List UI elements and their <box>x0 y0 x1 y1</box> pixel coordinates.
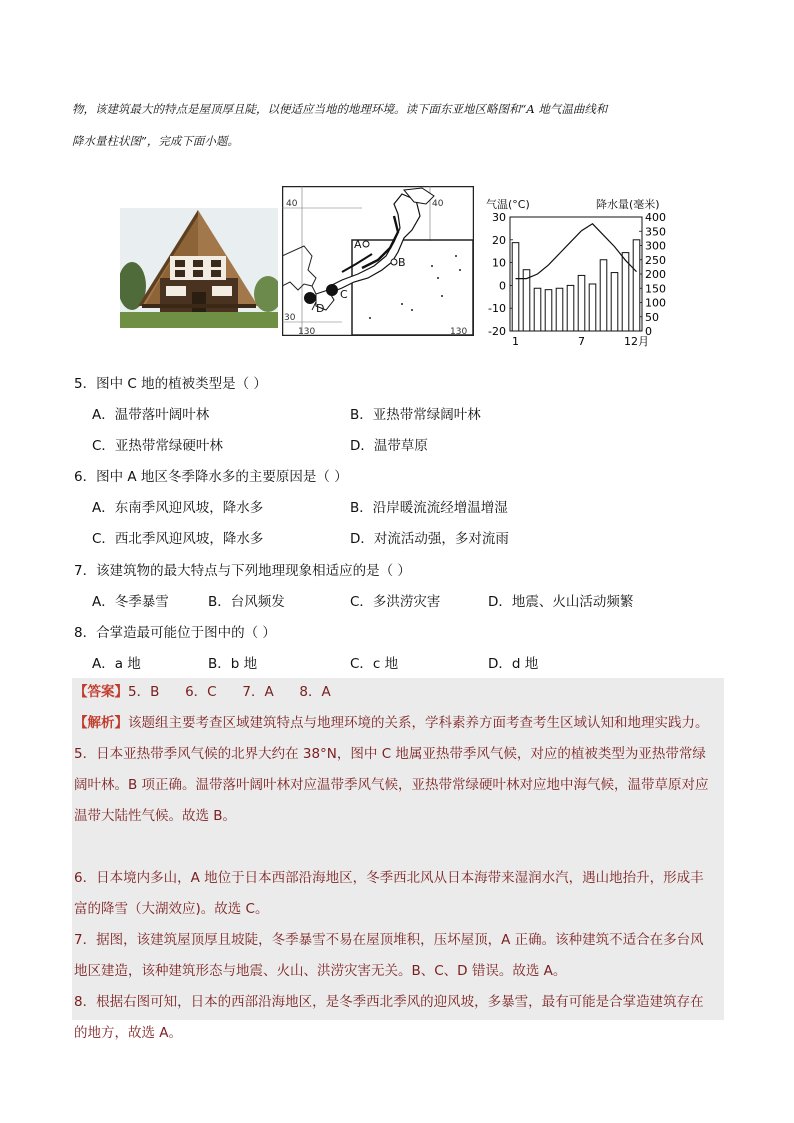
question-7-option-d: D．地震、火山活动频繁 <box>488 594 634 610</box>
map-lat-top: 40 <box>286 199 298 209</box>
question-6-stem: 6．图中 A 地区冬季降水多的主要原因是（ ） <box>74 469 348 485</box>
intro-line-1: 物，该建筑最大的特点是屋顶厚且陡，以便适应当地的地理环境。读下面东亚地区略图和“A 地气温曲线和 <box>72 102 608 116</box>
question-5-stem: 5．图中 C 地的植被类型是（ ） <box>74 376 267 392</box>
precip-bar <box>512 243 519 331</box>
precip-bar <box>567 285 574 331</box>
map-lat-mid: 40 <box>432 199 444 209</box>
analysis-5-line-1: 5．日本亚热带季风气候的北界大约在 38°N，图中 C 地属亚热带季风气候，对应的植被类型为亚热带常绿 <box>74 746 706 762</box>
question-5-option-c: C．亚热带常绿硬叶林 <box>92 438 223 454</box>
precip-tick-label: 250 <box>645 253 666 267</box>
month-tick-label: 7 <box>578 335 585 348</box>
question-7-option-c: C．多洪涝灾害 <box>350 594 441 610</box>
precip-tick-label: 300 <box>645 239 666 253</box>
question-8-option-a: A．a 地 <box>92 656 141 672</box>
precip-bar <box>556 288 563 331</box>
temp-tick-label: -10 <box>488 302 506 316</box>
map-lon-right: 130 <box>450 327 468 336</box>
precip-bar <box>600 260 607 331</box>
analysis-7-line-1: 7．据图，该建筑屋顶厚且坡陡，冬季暴雪不易在屋顶堆积，压坏屋顶，A 正确。该种建筑不适合在多台风 <box>74 932 704 948</box>
answer-line <box>74 677 331 708</box>
question-7-option-a: A．冬季暴雪 <box>92 594 169 610</box>
precip-bar <box>578 275 585 331</box>
question-8-stem: 8．合掌造最可能位于图中的（ ） <box>74 625 276 641</box>
question-8-option-d: D．d 地 <box>488 656 539 672</box>
analysis-6-line-2: 富的降雪（大湖效应)。故选 C。 <box>74 901 269 917</box>
map-label-c: C <box>340 288 348 301</box>
question-6-option-c: C．西北季风迎风坡，降水多 <box>92 531 264 547</box>
analysis-8-line-1: 8．根据右图可知，日本的西部沿海地区，是冬季西北季风的迎风坡，多暴雪，最有可能是合掌造建筑存在 <box>74 994 704 1010</box>
temp-tick-label: 30 <box>492 211 506 224</box>
analysis-6-line-1: 6．日本境内多山，A 地位于日本西部沿海地区，冬季西北风从日本海带来湿润水汽，遇山地抬升，形成丰 <box>74 870 704 886</box>
intro-line-2: 降水量柱状图”，完成下面小题。 <box>72 134 239 148</box>
precip-bar <box>534 288 541 331</box>
answer-label: 【答案】 <box>74 684 128 700</box>
precip-tick-label: 400 <box>645 211 666 224</box>
map-lat-bottom: 30 <box>284 313 296 323</box>
analysis-intro: 该题组主要考查区域建筑特点与地理环境的关系，学科素养方面考查考生区域认知和地理实践力。 <box>128 715 709 731</box>
map-label-a: A <box>354 238 362 251</box>
question-5-option-b: B．亚热带常绿阔叶林 <box>350 407 481 423</box>
question-8-option-b: B．b 地 <box>208 656 258 672</box>
question-5-option-a: A．温带落叶阔叶林 <box>92 407 210 423</box>
precip-bar <box>622 253 629 331</box>
analysis-label: 【解析】 <box>74 715 128 731</box>
map-lon-left: 130 <box>298 327 316 336</box>
question-8-option-c: C．c 地 <box>350 656 399 672</box>
answer-text: 5．B 6．C 7．A 8．A <box>128 684 331 700</box>
precip-tick-label: 100 <box>645 296 666 310</box>
analysis-intro-line <box>74 708 709 739</box>
east-asia-map <box>282 186 474 336</box>
analysis-5-line-2: 阔叶林。B 项正确。温带落叶阔叶林对应温带季风气候，亚热带常绿硬叶林对应地中海气候，温带草原对应 <box>74 777 709 793</box>
analysis-8-line-2: 的地方，故选 A。 <box>74 1025 183 1041</box>
temp-tick-label: 20 <box>492 233 506 247</box>
map-label-b: B <box>398 256 406 269</box>
month-tick-label: 12月 <box>624 335 649 348</box>
question-5-option-d: D．温带草原 <box>350 438 428 454</box>
analysis-7-line-2: 地区建造，该种建筑形态与地震、火山、洪涝灾害无关。B、C、D 错误。故选 A。 <box>74 963 567 979</box>
map-label-d: D <box>316 302 325 315</box>
question-7-stem: 7．该建筑物的最大特点与下列地理现象相适应的是（ ） <box>74 563 411 579</box>
question-6-option-d: D．对流活动强，多对流雨 <box>350 531 509 547</box>
precip-bar <box>633 240 640 331</box>
gassho-house-photo <box>120 208 278 328</box>
question-6-option-b: B．沿岸暖流流经增温增湿 <box>350 500 508 516</box>
temp-tick-label: 10 <box>492 256 506 270</box>
temp-axis-label: 气温(°C) <box>486 198 530 211</box>
precip-bar <box>611 273 618 331</box>
precip-tick-label: 200 <box>645 268 666 281</box>
month-tick-label: 1 <box>512 335 519 348</box>
precip-tick-label: 50 <box>645 310 659 324</box>
climate-chart <box>482 193 668 353</box>
temp-tick-label: -20 <box>488 325 506 338</box>
precip-tick-label: 350 <box>645 225 666 239</box>
question-7-option-b: B．台风频发 <box>208 594 285 610</box>
analysis-5-line-3: 温带大陆性气候。故选 B。 <box>74 808 237 824</box>
precip-tick-label: 150 <box>645 282 666 296</box>
precip-axis-label: 降水量(毫米) <box>596 198 660 211</box>
precip-bar <box>589 284 596 331</box>
precip-bar <box>545 290 552 331</box>
temp-tick-label: 0 <box>499 279 506 293</box>
question-6-option-a: A．东南季风迎风坡，降水多 <box>92 500 264 516</box>
precip-tick-label: 0 <box>645 325 652 338</box>
